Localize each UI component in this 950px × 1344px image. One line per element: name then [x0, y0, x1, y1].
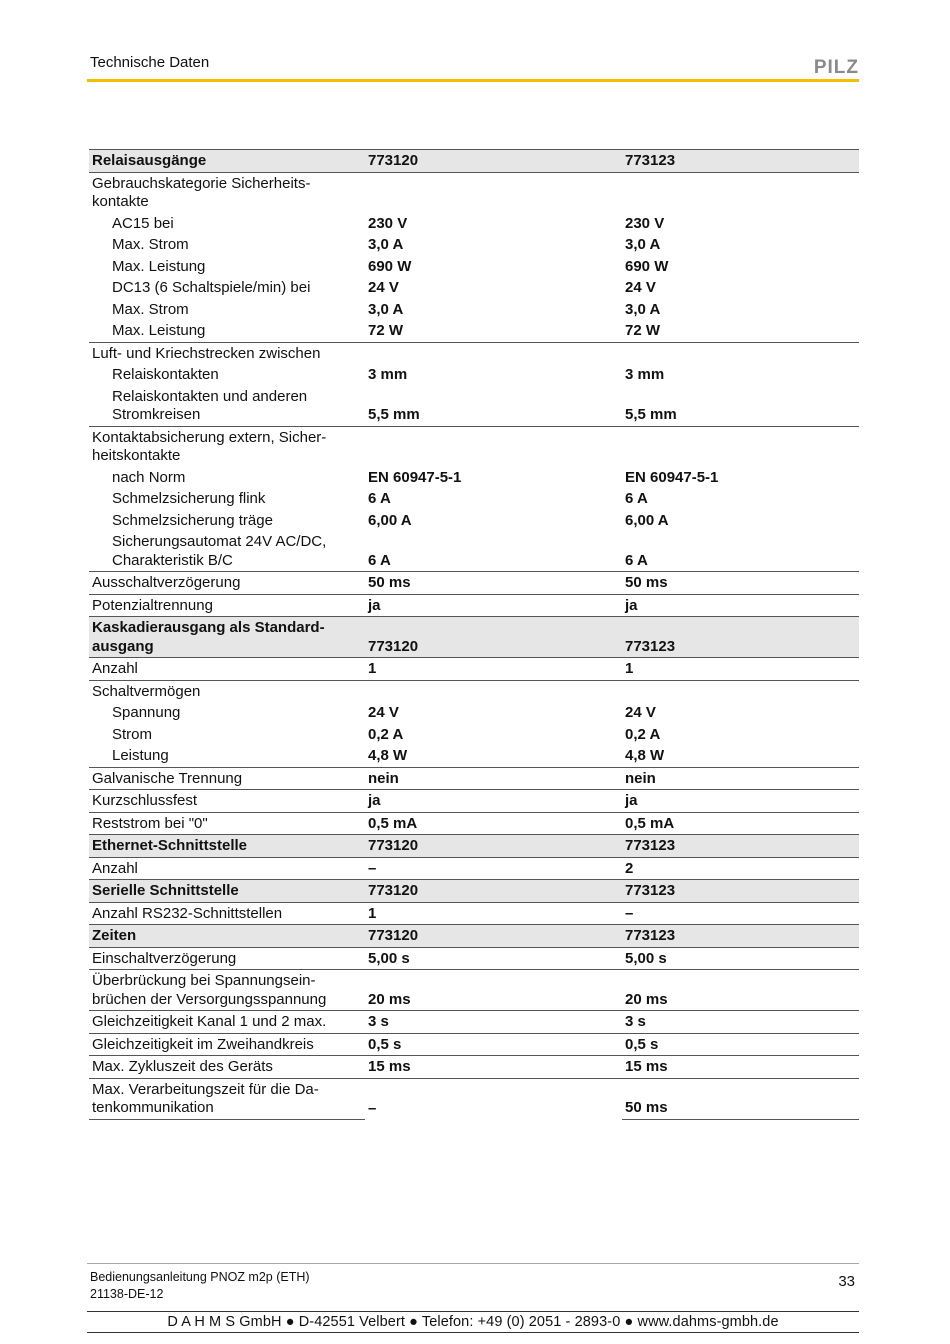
- row-value: 3,0 A: [368, 300, 404, 318]
- table-row: [89, 790, 859, 813]
- row-value: 230 V: [625, 214, 665, 232]
- row-label: Max. Strom: [112, 236, 189, 253]
- company-phone: Telefon: +49 (0) 2051 - 2893-0: [421, 1314, 621, 1330]
- table-row: [89, 488, 859, 510]
- column-header: 773120: [365, 617, 622, 658]
- row-value: 6 A: [368, 490, 391, 507]
- company-address: D-42551 Velbert: [298, 1314, 405, 1330]
- bullet: ●: [624, 1314, 634, 1330]
- row-value: 4,8 W: [365, 745, 622, 767]
- row-value: 50 ms: [622, 1078, 859, 1119]
- pilz-logo: PILZ: [813, 57, 859, 78]
- row-value: 1: [365, 658, 622, 681]
- column-header: 773120: [365, 835, 622, 858]
- row-value: 0,5 mA: [365, 812, 622, 835]
- row-label: nach Norm: [112, 468, 186, 486]
- row-value: –: [622, 902, 859, 925]
- company-name: D A H M S GmbH: [167, 1314, 282, 1330]
- table-row: [89, 745, 859, 767]
- column-header: 773120: [365, 880, 622, 903]
- row-label: Leistung: [89, 745, 365, 767]
- table-row: [89, 234, 859, 256]
- table-row: [89, 970, 859, 1011]
- row-label: Max. Zykluszeit des Geräts: [89, 1056, 365, 1079]
- row-value: 50 ms: [365, 572, 622, 595]
- row-value: 3 mm: [368, 366, 408, 383]
- section-header-row: [89, 617, 859, 658]
- row-label: Luft- und Kriechstrecken zwischen: [92, 344, 321, 362]
- row-label: Gleichzeitigkeit im Zweihandkreis: [89, 1033, 365, 1056]
- row-label: Ausschaltverzögerung: [89, 572, 365, 595]
- row-label: Überbrückung bei Spannungsein- brüchen der Versorgungsspannung: [89, 970, 365, 1011]
- column-header: 773120: [365, 150, 622, 173]
- table-row: [89, 724, 859, 746]
- row-value: 3,0 A: [625, 300, 661, 318]
- column-header: 773123: [622, 835, 859, 858]
- row-value: 5,00 s: [622, 947, 859, 970]
- row-value: 3,0 A: [625, 236, 661, 253]
- row-label: Anzahl: [89, 857, 365, 880]
- row-label: Max. Strom: [112, 300, 189, 318]
- section-title: Relaisausgänge: [89, 150, 365, 173]
- row-value: 6 A: [622, 531, 859, 572]
- section-header-row: [89, 150, 859, 173]
- row-value: nein: [365, 767, 622, 790]
- footer-doc-title: Bedienungsanleitung PNOZ m2p (ETH): [90, 1270, 310, 1284]
- row-value: 3 s: [365, 1011, 622, 1034]
- column-header: 773123: [622, 880, 859, 903]
- row-label: Galvanische Trennung: [89, 767, 365, 790]
- row-value: 72 W: [622, 320, 859, 342]
- table-row: [89, 1078, 859, 1119]
- row-value: [622, 172, 859, 213]
- row-value: 6 A: [625, 490, 648, 507]
- row-value: [365, 426, 622, 467]
- table-row: [89, 531, 859, 572]
- table-row: [89, 947, 859, 970]
- row-value: 0,2 A: [368, 725, 404, 743]
- table-row: [89, 299, 859, 321]
- row-label: Einschaltverzögerung: [89, 947, 365, 970]
- row-value: 24 V: [368, 279, 399, 296]
- bullet: ●: [409, 1314, 418, 1330]
- table-row: [89, 902, 859, 925]
- row-value: 24 V: [625, 279, 656, 296]
- row-value: 3,0 A: [368, 236, 404, 253]
- row-value: EN 60947-5-1: [368, 468, 462, 486]
- row-label: Anzahl: [89, 658, 365, 681]
- section-title: Kaskadierausgang als Standard- ausgang: [89, 617, 365, 658]
- section-title: Ethernet-Schnittstelle: [89, 835, 365, 858]
- row-value: 24 V: [625, 704, 656, 721]
- table-row: [89, 467, 859, 489]
- column-header: 773123: [622, 617, 859, 658]
- row-label: Schaltvermögen: [92, 682, 201, 700]
- row-label: Relaiskontakten: [112, 366, 219, 383]
- column-header: 773123: [622, 925, 859, 948]
- table-row: [89, 426, 859, 467]
- row-value: 5,5 mm: [365, 386, 622, 427]
- footer-doc-code: 21138-DE-12: [90, 1287, 164, 1301]
- table-row: [89, 702, 859, 724]
- table-row: [89, 1011, 859, 1034]
- table-row: [89, 172, 859, 213]
- row-value: ja: [365, 790, 622, 813]
- row-value: 5,00 s: [365, 947, 622, 970]
- table-row: [89, 386, 859, 427]
- row-value: 3 mm: [625, 366, 665, 383]
- section-header-row: [89, 880, 859, 903]
- row-value: 2: [622, 857, 859, 880]
- row-value: 6,00 A: [625, 511, 669, 529]
- row-value: 15 ms: [365, 1056, 622, 1079]
- header-rule: [87, 79, 859, 82]
- row-label: Potenzialtrennung: [89, 594, 365, 617]
- row-value: [622, 680, 859, 702]
- row-label: Anzahl RS232-Schnittstellen: [89, 902, 365, 925]
- table-row: [89, 680, 859, 702]
- row-value: 0,5 s: [365, 1033, 622, 1056]
- row-label: Gleichzeitigkeit Kanal 1 und 2 max.: [89, 1011, 365, 1034]
- table-row: [89, 510, 859, 532]
- row-value: [365, 172, 622, 213]
- row-value: ja: [622, 790, 859, 813]
- row-value: 1: [365, 902, 622, 925]
- row-value: EN 60947-5-1: [625, 468, 719, 486]
- row-label: Spannung: [112, 704, 181, 721]
- row-value: [365, 342, 622, 364]
- row-value: 15 ms: [622, 1056, 859, 1079]
- row-value: 4,8 W: [622, 745, 859, 767]
- row-value: 6 A: [365, 531, 622, 572]
- row-value: –: [368, 1099, 377, 1117]
- column-header: 773120: [365, 925, 622, 948]
- table-row: [89, 658, 859, 681]
- bottom-rule-bottom: [87, 1332, 859, 1333]
- row-label: Relaiskontakten und anderen Stromkreisen: [89, 386, 365, 427]
- table-row: [89, 342, 859, 364]
- row-value: 0,5 s: [622, 1033, 859, 1056]
- table-row: [89, 1056, 859, 1079]
- table-row: [89, 857, 859, 880]
- table-row: [89, 320, 859, 342]
- row-value: 20 ms: [365, 970, 622, 1011]
- row-value: 0,2 A: [625, 725, 661, 743]
- company-line: [87, 1314, 859, 1330]
- table-row: [89, 364, 859, 386]
- page-number: 33: [838, 1273, 855, 1290]
- bottom-rule-top: [87, 1311, 859, 1312]
- row-label: DC13 (6 Schaltspiele/min) bei: [112, 279, 311, 296]
- row-value: 20 ms: [622, 970, 859, 1011]
- row-value: 72 W: [365, 320, 622, 342]
- row-value: 6,00 A: [368, 511, 412, 529]
- row-label: Gebrauchskategorie Sicherheits- kontakte: [92, 174, 311, 210]
- row-value: –: [365, 857, 622, 880]
- row-label: Schmelzsicherung flink: [112, 490, 266, 507]
- table-row: [89, 277, 859, 299]
- column-header: 773123: [622, 150, 859, 173]
- row-value: 690 W: [625, 257, 669, 275]
- table-row: [89, 767, 859, 790]
- row-value: [365, 680, 622, 702]
- section-title: Zeiten: [89, 925, 365, 948]
- table-row: [89, 594, 859, 617]
- row-value: 5,5 mm: [622, 386, 859, 427]
- technical-data-table: [89, 149, 859, 1120]
- row-value: ja: [622, 594, 859, 617]
- row-label: Sicherungsautomat 24V AC/DC, Charakteristik B/C: [89, 531, 365, 572]
- table-row: [89, 256, 859, 278]
- page-header-title: Technische Daten: [90, 54, 210, 71]
- table-row: [89, 572, 859, 595]
- bullet: ●: [285, 1314, 295, 1330]
- row-value: 1: [622, 658, 859, 681]
- row-value: 230 V: [368, 214, 408, 232]
- row-value: 3 s: [622, 1011, 859, 1034]
- row-label: Kurzschlussfest: [89, 790, 365, 813]
- row-value: 0,5 mA: [622, 812, 859, 835]
- section-header-row: [89, 835, 859, 858]
- row-label: Strom: [112, 725, 153, 743]
- table-row: [89, 213, 859, 235]
- company-website: www.dahms-gmbh.de: [637, 1314, 779, 1330]
- row-value: ja: [365, 594, 622, 617]
- table-row: [89, 1033, 859, 1056]
- row-value: 50 ms: [622, 572, 859, 595]
- row-value: 690 W: [368, 257, 412, 275]
- row-value: [622, 426, 859, 467]
- row-value: nein: [622, 767, 859, 790]
- row-label: Reststrom bei "0": [89, 812, 365, 835]
- row-label: Max. Leistung: [112, 257, 206, 275]
- section-header-row: [89, 925, 859, 948]
- table-row: [89, 812, 859, 835]
- row-label: Schmelzsicherung träge: [112, 511, 273, 529]
- row-value: 24 V: [368, 704, 399, 721]
- row-label: Max. Leistung: [89, 320, 365, 342]
- row-label: AC15 bei: [112, 214, 174, 232]
- row-value: [622, 342, 859, 364]
- section-title: Serielle Schnittstelle: [89, 880, 365, 903]
- row-label: Kontaktabsicherung extern, Sicher- heitskontakte: [92, 428, 327, 464]
- footer-rule: [87, 1263, 859, 1264]
- row-label: Max. Verarbeitungszeit für die Da- tenkommunikation: [89, 1078, 365, 1119]
